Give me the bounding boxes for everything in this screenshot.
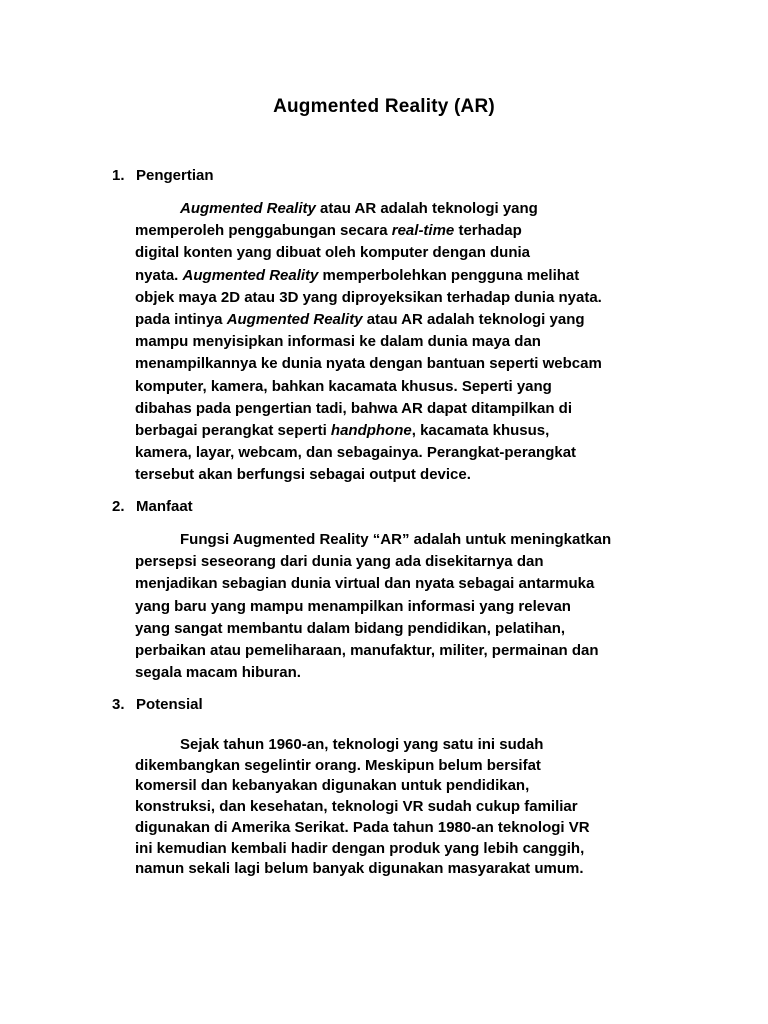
text-line: pada intinya Augmented Reality atau AR adalah teknologi yang [135,311,585,329]
text-line: Fungsi Augmented Reality “AR” adalah untuk meningkatkan [180,531,612,548]
text-line: namun sekali lagi belum banyak digunakan masyarakat umum. [135,860,584,878]
text-line: dibahas pada pengertian tadi, bahwa AR dapat ditampilkan di [135,399,573,417]
text-line: Augmented Reality atau AR adalah teknologi yang [180,200,538,217]
text-line: ini kemudian kembali hadir dengan produk yang lebih canggih, [135,839,585,857]
text-line: segala macam hiburan. [135,664,301,682]
text-line: nyata. Augmented Reality memperbolehkan pengguna melihat [135,266,580,284]
text-line: komersil dan kebanyakan digunakan untuk pendidikan, [135,777,530,795]
text-line: digital konten yang dibuat oleh komputer dengan dunia [135,244,531,262]
section-title: Manfaat [136,498,193,515]
text-line: Sejak tahun 1960-an, teknologi yang satu ini sudah [180,736,544,753]
text-line: mampu menyisipkan informasi ke dalam dunia maya dan [135,333,541,351]
section-number: 1. [112,167,125,184]
text-line: digunakan di Amerika Serikat. Pada tahun 1980-an teknologi VR [135,818,590,836]
text-line: menjadikan sebagian dunia virtual dan nyata sebagai antarmuka [135,575,595,593]
text-line: yang baru yang mampu menampilkan informasi yang relevan [135,597,571,615]
section-title: Potensial [136,696,203,713]
text-line: memperoleh penggabungan secara real-time terhadap [135,222,522,240]
text-line: komputer, kamera, bahkan kacamata khusus. Seperti yang [135,377,552,395]
text-line: kamera, layar, webcam, dan sebagainya. Perangkat-perangkat [135,444,577,462]
section-heading-manfaat [112,497,193,517]
text-line: berbagai perangkat seperti handphone, kacamata khusus, [135,422,550,440]
section-heading-pengertian [112,166,214,186]
paragraph-manfaat [135,529,685,684]
paragraph-potensial [135,735,685,880]
text-line: menampilkannya ke dunia nyata dengan bantuan seperti webcam [135,355,602,373]
text-line: tersebut akan berfungsi sebagai output device. [135,466,471,484]
section-heading-potensial [112,695,203,715]
text-line: dikembangkan segelintir orang. Meskipun belum bersifat [135,756,541,774]
text-line: perbaikan atau pemeliharaan, manufaktur, militer, permainan dan [135,642,599,660]
section-title: Pengertian [136,167,214,184]
section-number: 2. [112,498,125,515]
paragraph-pengertian [135,198,685,487]
text-line: persepsi seseorang dari dunia yang ada disekitarnya dan [135,553,544,571]
page-title: Augmented Reality (AR) [273,96,495,117]
text-line: objek maya 2D atau 3D yang diproyeksikan terhadap dunia nyata. [135,288,602,306]
text-line: konstruksi, dan kesehatan, teknologi VR sudah cukup familiar [135,798,578,816]
section-number: 3. [112,696,125,713]
text-line: yang sangat membantu dalam bidang pendidikan, pelatihan, [135,619,566,637]
